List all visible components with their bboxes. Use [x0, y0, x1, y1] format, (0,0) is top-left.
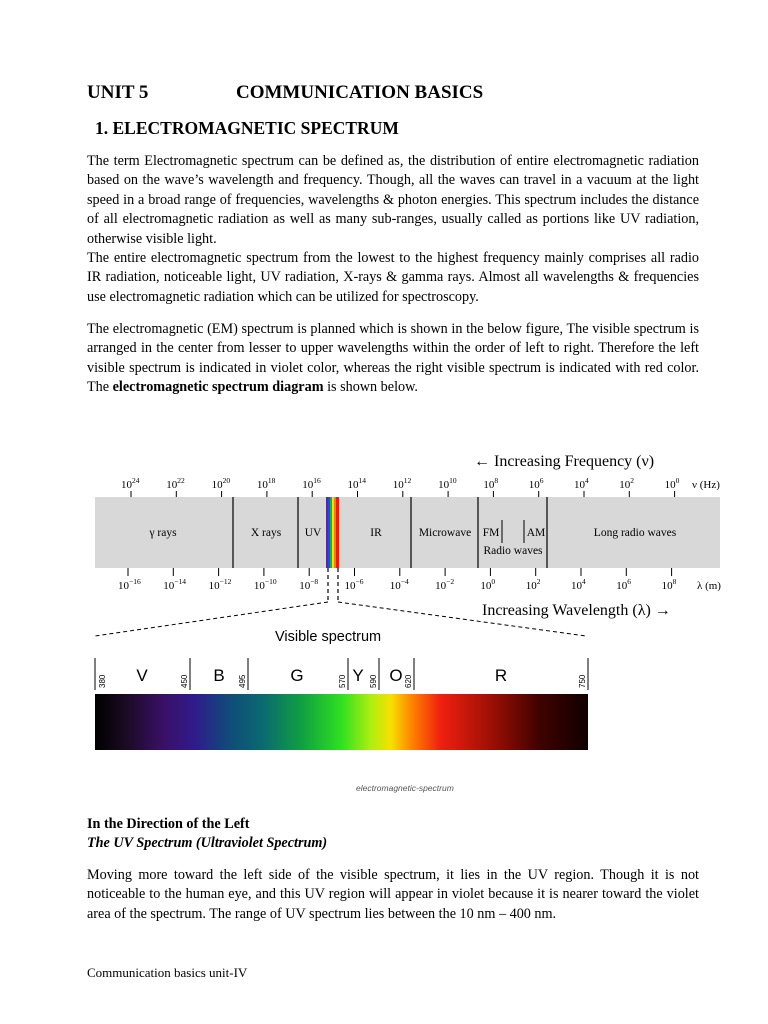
axis-tick-label — [299, 577, 318, 592]
tick-exponent: −8 — [310, 577, 319, 586]
axis-tick-label — [209, 577, 232, 592]
axis-tick-label — [166, 476, 185, 491]
tick-exponent: −6 — [355, 577, 364, 586]
wavelength-nm-label: 380 — [98, 674, 107, 688]
tick-base: 10 — [392, 479, 404, 491]
tick-exponent: 2 — [630, 476, 635, 485]
paragraph-text: is shown below. — [323, 379, 418, 396]
color-letter-orange: O — [389, 666, 403, 685]
region-gamma: γ rays — [149, 527, 177, 539]
region-radio-waves: Radio waves — [483, 545, 543, 557]
spectrum-green-stripe — [330, 497, 332, 568]
tick-exponent: 8 — [672, 577, 677, 586]
spectrum-orange-stripe — [334, 497, 336, 568]
frequency-axis-label: ← Increasing Frequency (ν) — [474, 453, 655, 470]
tick-exponent: −10 — [264, 577, 277, 586]
tick-base: 10 — [299, 580, 311, 592]
axis-tick-label — [348, 476, 367, 491]
color-letter-blue: B — [213, 666, 225, 685]
axis-tick-label — [302, 476, 321, 491]
region-uv: UV — [304, 527, 322, 539]
axis-tick-label — [390, 577, 409, 592]
tick-exponent: 2 — [536, 577, 541, 586]
unit-title: COMMUNICATION BASICS — [236, 82, 484, 103]
tick-exponent: 6 — [539, 476, 544, 485]
tick-base: 10 — [619, 479, 631, 491]
axis-tick-label — [526, 577, 541, 592]
axis-tick-label — [483, 476, 498, 491]
tick-exponent: 20 — [222, 476, 231, 485]
axis-tick-label — [480, 577, 495, 592]
spectrum-yellow-stripe — [332, 497, 334, 568]
tick-base: 10 — [208, 580, 220, 592]
tick-exponent: 14 — [358, 476, 366, 485]
tick-exponent: 4 — [582, 577, 586, 586]
tick-exponent: −14 — [174, 577, 187, 586]
region-microwave: Microwave — [418, 527, 472, 539]
tick-exponent: 22 — [177, 476, 185, 485]
tick-base: 10 — [256, 479, 268, 491]
subsection-subheading: The UV Spectrum (Ultraviolet Spectrum) — [87, 835, 328, 851]
tick-exponent: 8 — [494, 476, 499, 485]
color-letter-yellow: Y — [352, 666, 364, 685]
uv-paragraph: Moving more toward the left side of the visible spectrum, it lies in the UV region. Though it is not noticeable to the human eye, and this UV region will appear in violet because it is nearer toward the violet area of the spectrum. The range of UV spectrum lies between the 10 nm – 400 nm. — [87, 867, 699, 922]
region-fm: FM — [482, 527, 500, 539]
tick-exponent: 18 — [267, 476, 276, 485]
unit-number: UNIT 5 — [87, 82, 149, 103]
tick-exponent: −4 — [400, 577, 409, 586]
axis-tick-label — [574, 476, 589, 491]
spectrum-red-stripe — [336, 497, 339, 568]
tick-exponent: 0 — [491, 577, 496, 586]
axis-tick-label — [121, 476, 140, 491]
tick-base: 10 — [571, 580, 582, 592]
spectrum-violet-stripe — [326, 497, 328, 568]
wavelength-nm-label: 570 — [338, 674, 347, 688]
tick-exponent: 4 — [585, 476, 589, 485]
subsection-heading: In the Direction of the Left — [87, 816, 250, 832]
axis-tick-label — [118, 577, 141, 592]
wavelength-nm-label: 620 — [404, 674, 413, 688]
tick-exponent: −12 — [219, 577, 232, 586]
color-letter-red: R — [494, 666, 508, 685]
wavelength-nm-label: 495 — [238, 674, 247, 688]
axis-tick-label — [393, 476, 412, 491]
bold-phrase: electromagnetic spectrum diagram — [112, 379, 324, 396]
axis-tick-label — [438, 476, 457, 491]
color-letter-violet: V — [136, 666, 148, 685]
tick-exponent: −16 — [129, 577, 141, 586]
axis-tick-label — [662, 577, 677, 592]
visible-spectrum-title: Visible spectrum — [275, 629, 382, 645]
tick-base: 10 — [347, 479, 359, 491]
tick-exponent: 10 — [449, 476, 457, 485]
wavelength-unit: λ (m) — [697, 580, 721, 592]
tick-base: 10 — [528, 479, 540, 491]
region-long-radio: Long radio waves — [593, 527, 677, 539]
figure-caption: electromagnetic-spectrum — [356, 783, 454, 793]
region-am: AM — [526, 527, 546, 539]
axis-tick-label — [254, 577, 277, 592]
axis-tick-label — [665, 476, 680, 491]
em-spectrum-diagram — [0, 440, 768, 780]
tick-base: 10 — [121, 479, 132, 491]
wavelength-nm-label: 450 — [180, 674, 189, 688]
axis-tick-label — [345, 577, 364, 592]
region-ir: IR — [370, 527, 382, 539]
tick-base: 10 — [664, 479, 676, 491]
axis-tick-label — [619, 476, 634, 491]
wavelength-nm-label: 590 — [369, 674, 378, 688]
frequency-unit: ν (Hz) — [692, 479, 720, 491]
tick-base: 10 — [118, 580, 129, 592]
tick-base: 10 — [574, 479, 585, 491]
axis-tick-label — [257, 476, 276, 491]
spectrum-blue-stripe — [328, 497, 330, 568]
tick-base: 10 — [163, 580, 175, 592]
color-letter-green: G — [290, 666, 304, 685]
tick-base: 10 — [435, 580, 447, 592]
axis-tick-label — [616, 577, 631, 592]
tick-base: 10 — [525, 580, 537, 592]
axis-tick-label — [212, 476, 231, 491]
section-title: 1. ELECTROMAGNETIC SPECTRUM — [95, 118, 399, 138]
tick-base: 10 — [438, 479, 450, 491]
tick-exponent: 0 — [675, 476, 680, 485]
tick-base: 10 — [253, 580, 265, 592]
tick-base: 10 — [166, 479, 178, 491]
tick-base: 10 — [389, 580, 401, 592]
tick-exponent: 16 — [313, 476, 321, 485]
tick-exponent: 12 — [403, 476, 412, 485]
figure-intro-paragraph — [87, 320, 699, 398]
axis-tick-label — [435, 577, 454, 592]
intro-paragraph — [87, 152, 699, 307]
tick-base: 10 — [661, 580, 673, 592]
tick-base: 10 — [344, 580, 356, 592]
tick-base: 10 — [211, 479, 223, 491]
tick-base: 10 — [480, 580, 492, 592]
tick-exponent: −2 — [446, 577, 455, 586]
axis-tick-label — [529, 476, 544, 491]
region-xray: X rays — [250, 527, 282, 539]
wavelength-axis-label: Increasing Wavelength (λ) → — [482, 602, 671, 619]
tick-base: 10 — [483, 479, 495, 491]
tick-base: 10 — [302, 479, 314, 491]
axis-tick-label — [571, 577, 586, 592]
paragraph-text: The term Electromagnetic spectrum can be defined as, the distribution of entire electromagnetic radiation based on the wave’s wavelength and frequency. Though, all the waves can travel in a vacuum at the light speed in a broad range of frequencies, wavelengths & photon energies. This spectrum includes the distance of all electromagnetic radiation as well as many sub-ranges, usually called as portions like UV radiation, otherwise visible light. — [87, 153, 699, 247]
paragraph-text: The entire electromagnetic spectrum from the lowest to the highest frequency mainly comprises all radio IR radiation, noticeable light, UV radiation, X-rays & gamma rays. Almost all wavelengths & frequencies use electromagnetic radiation which can be utilized for spectroscopy. — [87, 250, 699, 305]
paragraph-text: The electromagnetic (EM) spectrum is planned which is shown in the below figure, The visible spectrum is arranged in the center from lesser to upper wavelengths within the order of left to right. Therefore the left visible spectrum is indicated in violet color, whereas the right visible spectrum is indicated with red color. The — [87, 321, 699, 396]
visible-spectrum-gradient — [95, 694, 588, 750]
axis-tick-label — [163, 577, 186, 592]
wavelength-nm-label: 750 — [578, 674, 587, 688]
tick-exponent: 24 — [132, 476, 140, 485]
tick-exponent: 6 — [627, 577, 632, 586]
tick-base: 10 — [616, 580, 628, 592]
wavelength-ticks — [118, 568, 677, 592]
page-footer: Communication basics unit-IV — [87, 965, 248, 980]
frequency-ticks — [121, 476, 680, 497]
